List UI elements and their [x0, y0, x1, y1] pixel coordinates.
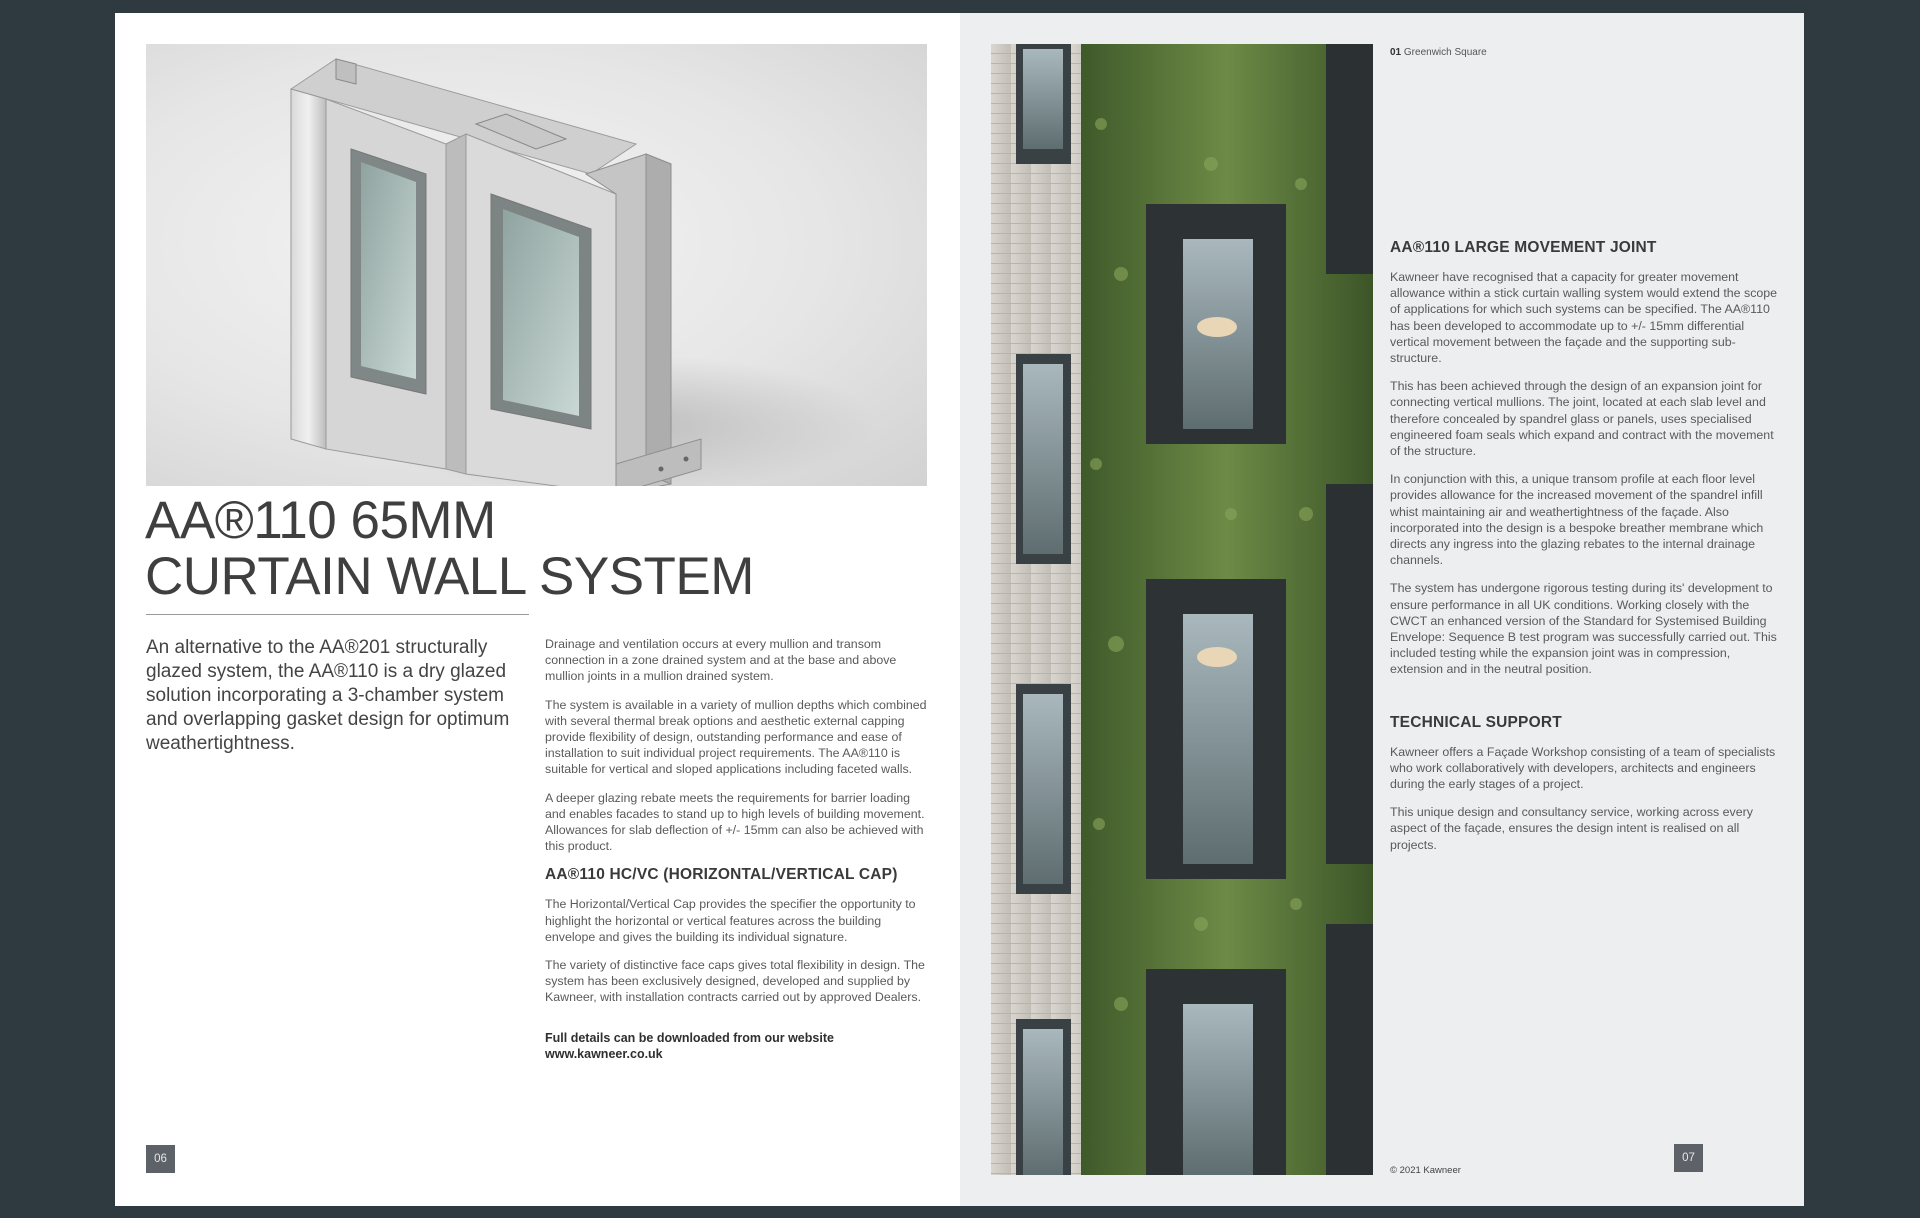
project-label	[1390, 47, 1487, 58]
left-page	[115, 13, 960, 1206]
facade-photo	[991, 44, 1373, 1175]
title-line-2: CURTAIN WALL SYSTEM	[145, 547, 754, 606]
movement-joint-heading: AA®110 LARGE MOVEMENT JOINT	[1390, 239, 1657, 256]
body-paragraph: The system is available in a variety of mullion depths which combined with several thermal break options and aesthetic external capping provide flexibility of design, outstanding performance and ease of installation to suit individual project requirements. The AA®110 is suitable for vertical and sloped applications including faceted walls.	[545, 697, 927, 777]
body-paragraph: This has been achieved through the design of an expansion joint for connecting vertical mullions. The joint, located at each slab level and therefore concealed by spandrel glass or panels, uses specialised engineered foam seals which expand and contract with the movement of the structure.	[1390, 379, 1774, 459]
project-number: 01	[1390, 47, 1402, 58]
body-paragraph: The variety of distinctive face caps gives total flexibility in design. The system has been exclusively designed, developed and supplied by Kawneer, with installation contracts carried out by approved Dealers.	[545, 958, 925, 1005]
title-line-1: AA®110 65MM	[145, 491, 496, 550]
copyright-notice: © 2021 Kawneer	[1390, 1165, 1461, 1176]
cta-text: Full details can be downloaded from our website	[545, 1030, 834, 1045]
download-cta	[545, 1030, 930, 1062]
title-divider	[146, 614, 529, 615]
page-number-right: 07	[1674, 1144, 1703, 1172]
body-paragraph: The system has undergone rigorous testing during its' development to ensure performance in all UK conditions. Working closely with the CWCT an enhanced version of the Standard for Systemised Building Envelope: Sequence B test program was successfully carried out. This included testing while the expansion joint was in compression, extension and in the neutral position.	[1390, 581, 1777, 677]
product-render-image	[146, 44, 927, 486]
brochure-spread	[115, 13, 1804, 1206]
page-number-left: 06	[146, 1145, 175, 1173]
body-paragraph: The Horizontal/Vertical Cap provides the specifier the opportunity to highlight the horizontal or vertical features across the building envelope and gives the building its individual signature.	[545, 897, 916, 944]
hcvc-heading: AA®110 HC/VC (HORIZONTAL/VERTICAL CAP)	[545, 866, 898, 884]
body-paragraph: A deeper glazing rebate meets the requirements for barrier loading and enables facades to stand up to high levels of building movement. Allowances for slab deflection of +/- 15mm can also be achieved with this product.	[545, 790, 925, 854]
project-name: Greenwich Square	[1403, 47, 1487, 58]
website-link[interactable]: www.kawneer.co.uk	[545, 1046, 663, 1061]
right-page	[960, 13, 1804, 1206]
intro-paragraph: An alternative to the AA®201 structurally glazed system, the AA®110 is a dry glazed solution incorporating a 3-chamber system and overlapping gasket design for optimum weathertightness.	[146, 637, 510, 754]
technical-support-heading: TECHNICAL SUPPORT	[1390, 713, 1562, 731]
body-paragraph: Kawneer have recognised that a capacity for greater movement allowance within a stick curtain walling system would extend the scope of applications for which such systems can be specified. The AA®110 has been developed to accommodate up to +/- 15mm differential vertical movement between the façade and the supporting sub-structure.	[1390, 270, 1778, 366]
body-paragraph: This unique design and consultancy service, working across every aspect of the façade, ensures the design intent is realised on all projects.	[1390, 805, 1753, 852]
right-body-column	[1390, 239, 1780, 865]
body-paragraph: Kawneer offers a Façade Workshop consisting of a team of specialists who work collaboratively with developers, architects and engineers during the early stages of a project.	[1390, 744, 1776, 792]
page-title	[145, 493, 865, 605]
left-body-column	[545, 636, 930, 1062]
body-paragraph: In conjunction with this, a unique transom profile at each floor level provides allowance for the increased movement of the spandrel infill whist maintaining air and weathertightness of the façade. Also incorporated into the design is a bespoke breather membrane which directs any ingress into the glazing rebates to the internal drainage channels.	[1390, 472, 1764, 568]
body-paragraph: Drainage and ventilation occurs at every mullion and transom connection in a zone drained system and at the base and above mullion joints in a mullion drained system.	[545, 637, 897, 684]
